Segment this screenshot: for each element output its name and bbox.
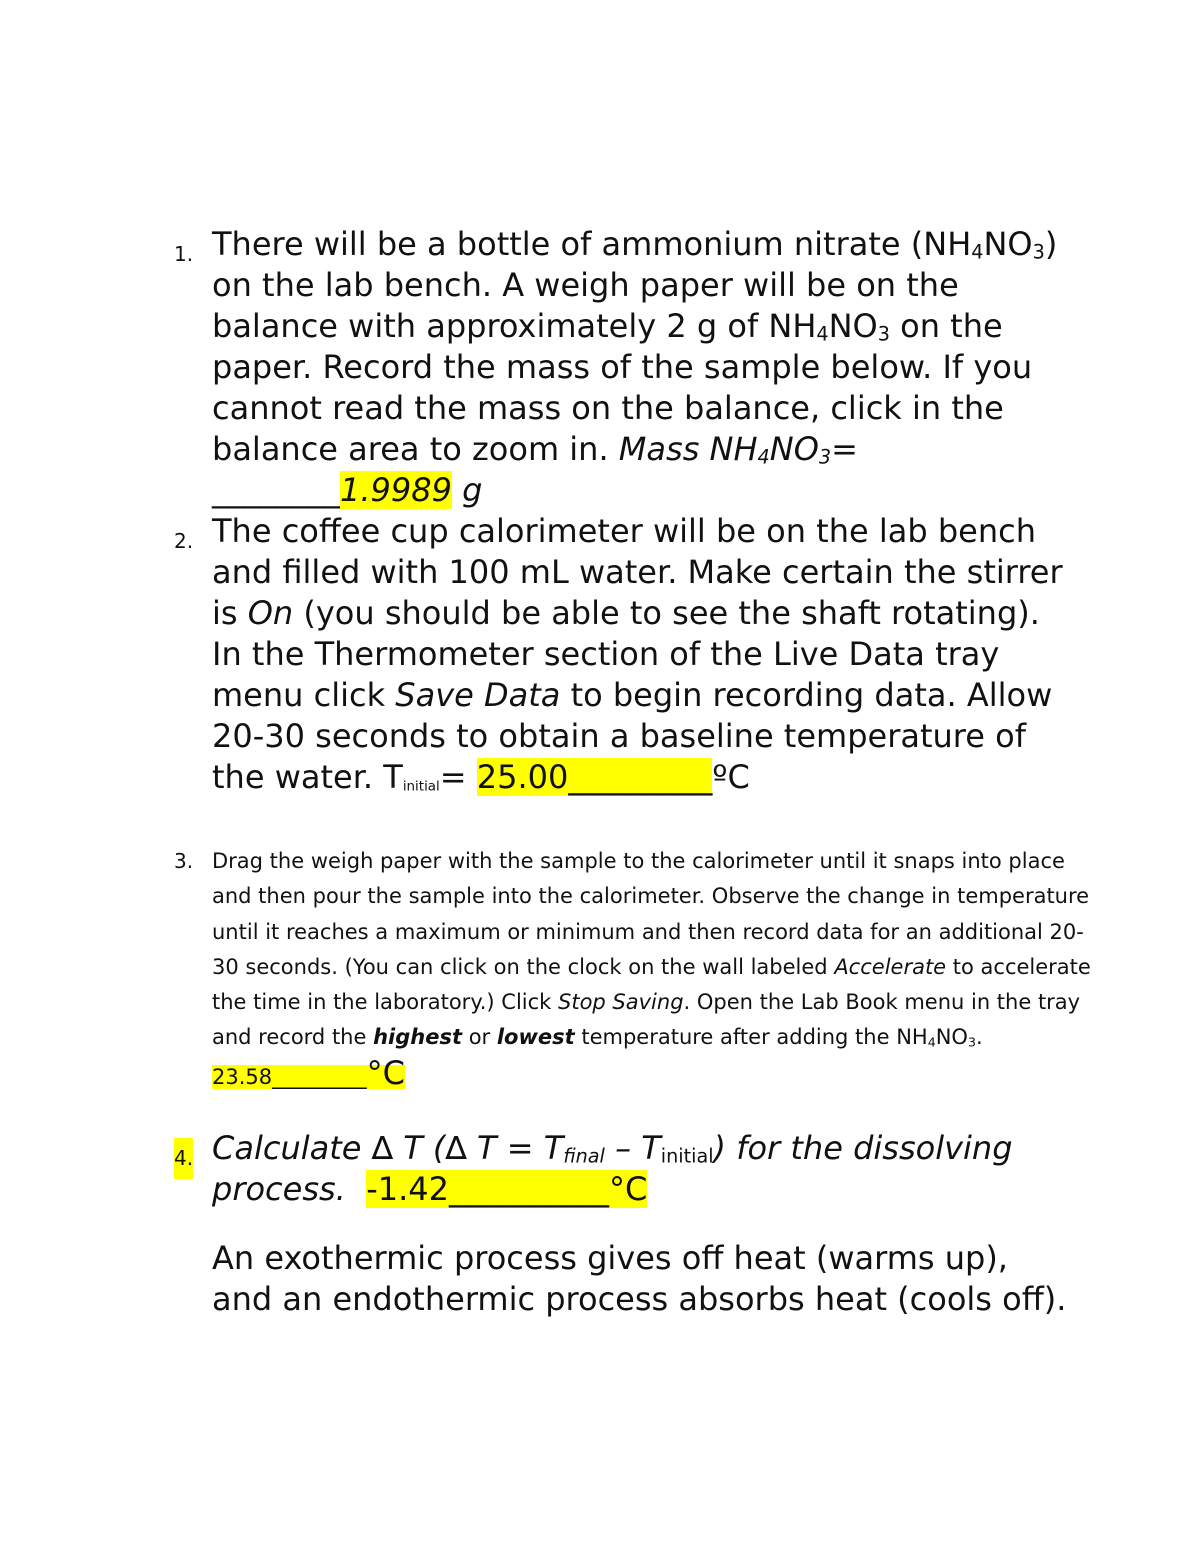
list-number-3: 3. bbox=[174, 849, 194, 873]
item-4-text: Calculate ∆ T (∆ $T = T_{final} - T_{initial}$) for the dissolving process. -1.42__________°C bbox=[212, 1129, 1013, 1208]
final-temp-answer: 23.58_________°C bbox=[212, 1053, 405, 1092]
item-3-text: Drag the weigh paper with the sample to the calorimeter until it snaps into place and then pour the sample into the calorimeter. Observe the change in temperature until it reaches a maximum or minimum and then record data for an additional 20-30 seconds. (You can click on the clock on the wall labeled Accelerate to accelerate the time in the laboratory.) Click Stop Saving. Open the Lab Book menu in the tray and record the highest or lowest temperature after adding the $NH_4NO_3$. 23.58_________°C bbox=[212, 849, 1091, 1092]
list-number-2: 2. bbox=[174, 529, 194, 553]
list-item-3 bbox=[174, 844, 1092, 1095]
item-1-text: There will be a bottle of ammonium nitrate $(NH_4NO_3)$ on the lab bench. A weigh paper will be on the balance with approximately 2 g of $NH_4NO_3$ on the paper. Record the mass of the sample below. If you cannot read the mass on the balance, click in the balance area to zoom in. Mass $NH_4NO_3=$ ________1.9989 g bbox=[212, 225, 1058, 509]
delta-t-answer: -1.42__________°C bbox=[366, 1170, 648, 1208]
mass-blank: ________ bbox=[212, 471, 340, 509]
initial-temp-unit: ºC bbox=[712, 758, 750, 796]
list-item-1 bbox=[174, 224, 1072, 511]
list-item-2 bbox=[174, 511, 1072, 798]
mass-label: Mass $NH_4NO_3=$ bbox=[618, 430, 858, 469]
process-note: An exothermic process gives off heat (warms up), and an endothermic process absorbs heat (cools off). bbox=[212, 1239, 1067, 1318]
initial-temp-answer: 25.00_________ bbox=[476, 758, 713, 796]
item-2-text: The coffee cup calorimeter will be on the lab bench and filled with 100 mL water. Make certain the stirrer is On (you should be able to see the shaft rotating). In the Thermometer section of the Live Data tray menu click Save Data to begin recording data. Allow 20-30 seconds to obtain a baseline temperature of the water. $T_{initial}=$ 25.00_________ºC bbox=[212, 512, 1063, 796]
mass-answer: 1.9989 bbox=[340, 471, 452, 509]
list-number-1: 1. bbox=[174, 242, 194, 266]
mass-unit: g bbox=[451, 471, 483, 509]
list-number-4: 4. bbox=[174, 1138, 193, 1179]
list-item-4 bbox=[174, 1128, 1072, 1210]
